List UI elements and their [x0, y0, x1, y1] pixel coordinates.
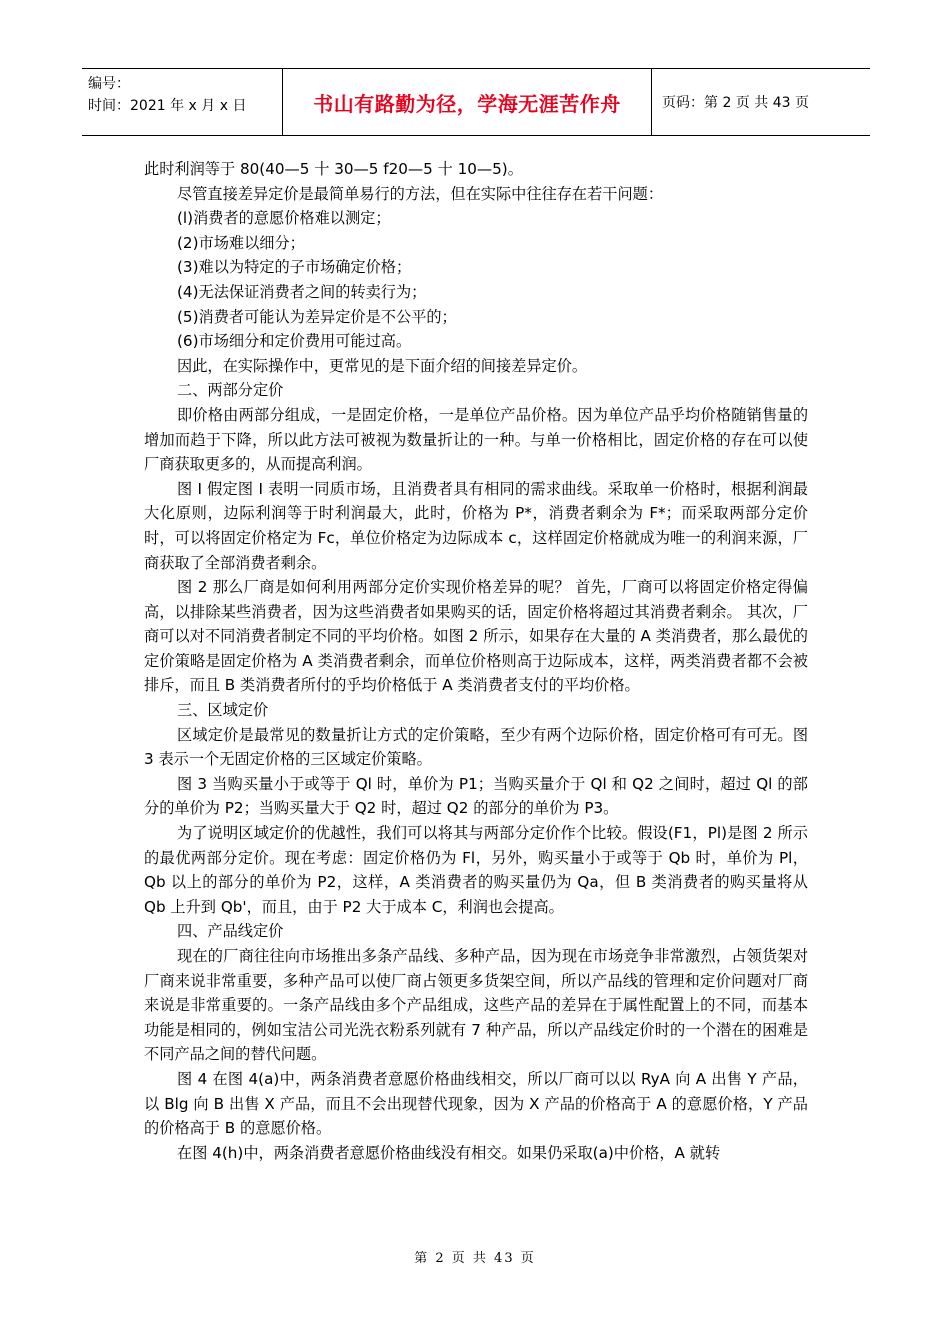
- header-motto-cell: [282, 69, 652, 135]
- paragraph: 为了说明区域定价的优越性，我们可以将其与两部分定价作个比较。假设(F1，Pl)是图 2 所示的最优两部分定价。现在考虑：固定价格仍为 Fl，另外，购买量小于或等于 Qb 时，单价为 Pl，Qb 以上的部分的单价为 P2，这样，A 类消费者的购买量仍为 Qa，但 B 类消费者的购买量将从 Qb 上升到 Qb'，而且，由于 P2 大于成本 C，利润也会提高。: [144, 824, 808, 916]
- number-label: 编号：: [88, 76, 130, 92]
- paragraph: 即价格由两部分组成，一是固定价格，一是单位产品价格。因为单位产品乎均价格随销售量的增加而趋于下降，所以此方法可被视为数量折让的一种。与单一价格相比，固定价格的存在可以使厂商获取更多的，从而提高利润。: [144, 405, 808, 474]
- paragraph: 尽管直接差异定价是最简单易行的方法，但在实际中往往存在若干问题：: [177, 184, 663, 203]
- paragraph: 二、两部分定价: [177, 381, 284, 400]
- paragraph: 图 4 在图 4(a)中，两条消费者意愿价格曲线相交，所以厂商可以以 RyA 向 A 出售 Y 产品，以 Blg 向 B 出售 X 产品，而且不会出现替代现象，因为 X 产品的价格高于 A 的意愿价格，Y 产品的价格高于 B 的意愿价格。: [144, 1069, 808, 1138]
- paragraph: (2)市场难以细分；: [177, 233, 305, 252]
- paragraph: (l)消费者的意愿价格难以测定；: [177, 209, 391, 228]
- paragraph: 此时利润等于 80(40—5 十 30—5 f20—5 十 10—5)。: [144, 160, 523, 178]
- page-info: 页码：第 2 页 共 43 页: [662, 95, 809, 111]
- paragraph: (4)无法保证消费者之间的转卖行为；: [177, 282, 427, 301]
- paragraph: 三、区域定价: [177, 701, 269, 720]
- paragraph: 区域定价是最常见的数量折让方式的定价策略，至少有两个边际价格，固定价格可有可无。图 3 表示一个无固定价格的三区域定价策略。: [144, 725, 808, 769]
- paragraph: (5)消费者可能认为差异定价是不公平的；: [177, 307, 457, 326]
- paragraph: (6)市场细分和定价费用可能过高。: [177, 332, 412, 351]
- page-footer: [0, 1247, 950, 1266]
- document-body: [144, 157, 808, 1165]
- paragraph: 图 I 假定图 I 表明一同质市场，且消费者具有相同的需求曲线。采取单一价格时，根据利润最大化原则，边际利润等于时利润最大，此时，价格为 P*，消费者剩余为 F*；而采取两部分定价时，可以将固定价格定为 Fc，单位价格定为边际成本 c，这样固定价格就成为唯一的利润来源，厂商获取了全部消费者剩余。: [144, 479, 808, 572]
- paragraph: 因此，在实际操作中，更常见的是下面介绍的间接差异定价。: [177, 356, 588, 375]
- paragraph: (3)难以为特定的子市场确定价格；: [177, 258, 412, 277]
- header-meta-cell: [82, 69, 282, 135]
- paragraph: 图 2 那么厂商是如何利用两部分定价实现价格差异的呢？ 首先，厂商可以将固定价格定得偏高，以排除某些消费者，因为这些消费者如果购买的话，固定价格将超过其消费者剩余。 其次，厂商可以对不同消费者制定不同的平均价格。如图 2 所示，如果存在大量的 A 类消费者，那么最优的定价策略是固定价格为 A 类消费者剩余，而单位价格则高于边际成本，这样，两类消费者都不会被排斥，而且 B 类消费者所付的乎均价格低于 A 类消费者支付的平均价格。: [144, 578, 808, 695]
- motto: 书山有路勤为径，学海无涯苦作舟: [313, 91, 621, 116]
- header-table: [82, 68, 870, 136]
- paragraph: 现在的厂商往往向市场推出多条产品线、多种产品，因为现在市场竞争非常激烈，占领货架对厂商来说非常重要，多种产品可以使厂商占领更多货架空间，所以产品线的管理和定价问题对厂商来说是非常重要的。一条产品线由多个产品组成，这些产品的差异在于属性配置上的不同，而基本功能是相同的，例如宝洁公司光洗衣粉系列就有 7 种产品，所以产品线定价时的一个潜在的困难是不同产品之间的替代问题。: [144, 947, 808, 1064]
- paragraph: 在图 4(h)中，两条消费者意愿价格曲线没有相交。如果仍采取(a)中价格，A 就转: [177, 1143, 721, 1162]
- paragraph: 图 3 当购买量小于或等于 Ql 时，单价为 P1；当购买量介于 Ql 和 Q2 之间时，超过 Ql 的部分的单价为 P2；当购买量大于 Q2 时，超过 Q2 的部分的单价为 P3。: [144, 774, 808, 818]
- footer-page-number: 第 2 页 共 43 页: [414, 1251, 536, 1266]
- header-page-cell: [652, 69, 870, 135]
- date-line: 时间：2021 年 x 月 x 日: [88, 98, 247, 114]
- paragraph: 四、产品线定价: [177, 922, 284, 941]
